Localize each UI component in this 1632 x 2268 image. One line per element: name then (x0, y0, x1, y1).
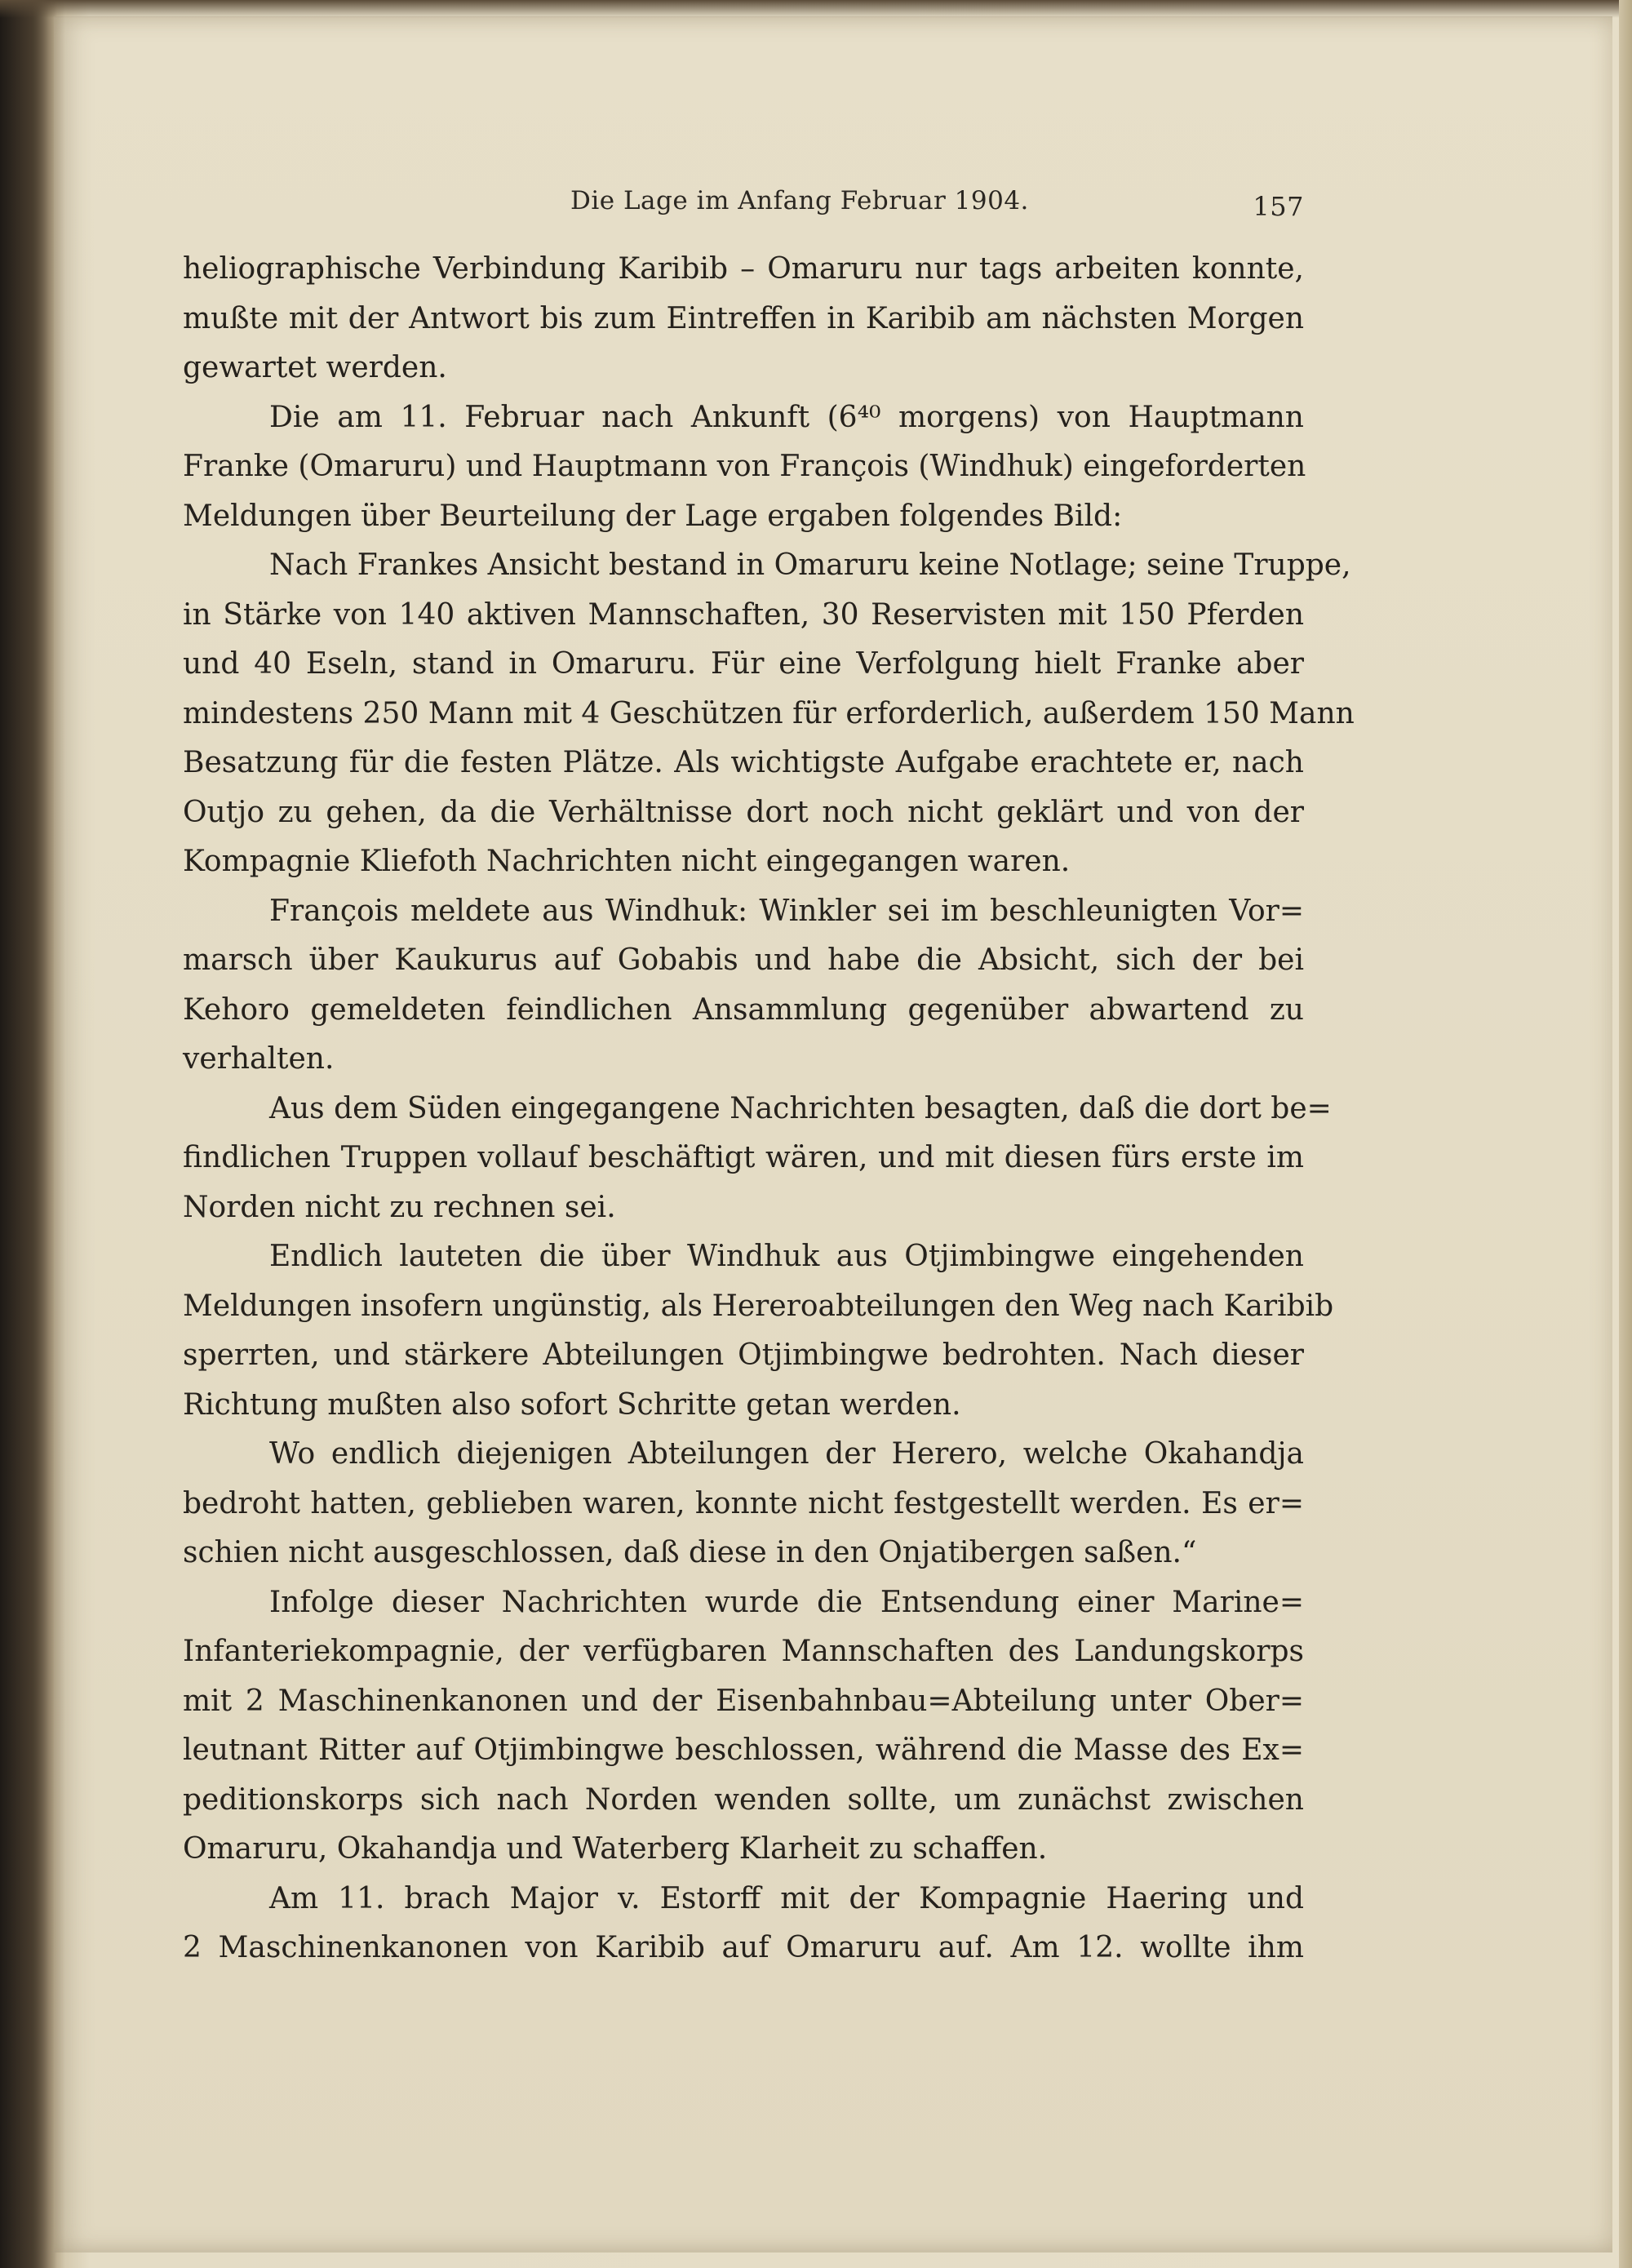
text-line: schien nicht ausgeschlossen, daß diese in den Onjatibergen saßen.“ (183, 1536, 1197, 1569)
text-line: verhalten. (183, 1042, 335, 1076)
text-line: Infanteriekompagnie, der verfügbaren Mannschaften des Landungskorps (183, 1635, 1304, 1668)
book-gutter (0, 0, 65, 2268)
text-line: peditionskorps sich nach Norden wenden sollte, um zunächst zwischen (183, 1782, 1304, 1817)
page-header (183, 186, 1304, 227)
text-line: 2 Maschinenkanonen von Karibib auf Omaruru auf. Am 12. wollte ihm (183, 1931, 1304, 1964)
text-line: mindestens 250 Mann mit 4 Geschützen für erforderlich, außerdem 150 Mann (183, 696, 1355, 730)
text-line: Am 11. brach Major v. Estorff mit der Kompagnie Haering und (269, 1881, 1304, 1915)
text-line: Kehoro gemeldeten feindlichen Ansammlung gegenüber abwartend zu (183, 992, 1304, 1027)
text-line: Omaruru, Okahandja und Waterberg Klarheit zu schaffen. (183, 1832, 1048, 1866)
text-line: Aus dem Süden eingegangene Nachrichten besagten, daß die dort be= (269, 1091, 1332, 1125)
text-line: Kompagnie Kliefoth Nachrichten nicht eingegangen waren. (183, 845, 1071, 878)
text-line: heliographische Verbindung Karibib – Omaruru nur tags arbeiten konnte, (183, 252, 1304, 286)
running-title: Die Lage im Anfang Februar 1904. (570, 186, 1029, 215)
text-line: leutnant Ritter auf Otjimbingwe beschlossen, während die Masse des Ex= (183, 1733, 1304, 1767)
page-right-edge (1619, 0, 1632, 2268)
text-line: sperrten, und stärkere Abteilungen Otjimbingwe bedrohten. Nach dieser (183, 1338, 1304, 1372)
text-line: Besatzung für die festen Plätze. Als wichtigste Aufgabe erachtete er, nach (183, 746, 1304, 779)
text-line: Die am 11. Februar nach Ankunft (6⁴⁰ morgens) von Hauptmann (269, 400, 1304, 434)
text-line: mußte mit der Antwort bis zum Eintreffen in Karibib am nächsten Morgen (183, 301, 1304, 335)
text-line: gewartet werden. (183, 351, 447, 384)
text-line: mit 2 Maschinenkanonen und der Eisenbahnbau=Abteilung unter Ober= (183, 1684, 1304, 1718)
top-edge-shadow (0, 0, 1632, 18)
text-line: Meldungen über Beurteilung der Lage ergaben folgendes Bild: (183, 499, 1123, 533)
text-line: und 40 Eseln, stand in Omaruru. Für eine Verfolgung hielt Franke aber (183, 647, 1304, 681)
text-line: Endlich lauteten die über Windhuk aus Otjimbingwe eingehenden (269, 1240, 1304, 1273)
text-line: François meldete aus Windhuk: Winkler sei im beschleunigten Vor= (269, 894, 1304, 928)
text-line: Meldungen insofern ungünstig, als Hereroabteilungen den Weg nach Karibib (183, 1289, 1334, 1323)
text-line: Norden nicht zu rechnen sei. (183, 1190, 616, 1224)
page-number: 157 (1253, 191, 1304, 222)
text-line: bedroht hatten, geblieben waren, konnte nicht festgestellt werden. Es er= (183, 1486, 1304, 1520)
text-line: marsch über Kaukurus auf Gobabis und habe die Absicht, sich der bei (183, 943, 1304, 977)
text-line: Franke (Omaruru) und Hauptmann von François (Windhuk) eingeforderten (183, 450, 1306, 483)
text-line: Outjo zu gehen, da die Verhältnisse dort noch nicht geklärt und von der (183, 795, 1304, 829)
text-line: in Stärke von 140 aktiven Mannschaften, 30 Reservisten mit 150 Pferden (183, 597, 1304, 632)
text-line: Wo endlich diejenigen Abteilungen der Herero, welche Okahandja (269, 1437, 1304, 1471)
text-line: Infolge dieser Nachrichten wurde die Entsendung einer Marine= (269, 1585, 1304, 1619)
text-line: Nach Frankes Ansicht bestand in Omaruru keine Notlage; seine Truppe, (269, 548, 1351, 582)
body-text (183, 245, 1355, 1973)
text-line: findlichen Truppen vollauf beschäftigt wären, und mit diesen fürs erste im (183, 1141, 1304, 1174)
text-line: Richtung mußten also sofort Schritte getan werden. (183, 1387, 961, 1422)
